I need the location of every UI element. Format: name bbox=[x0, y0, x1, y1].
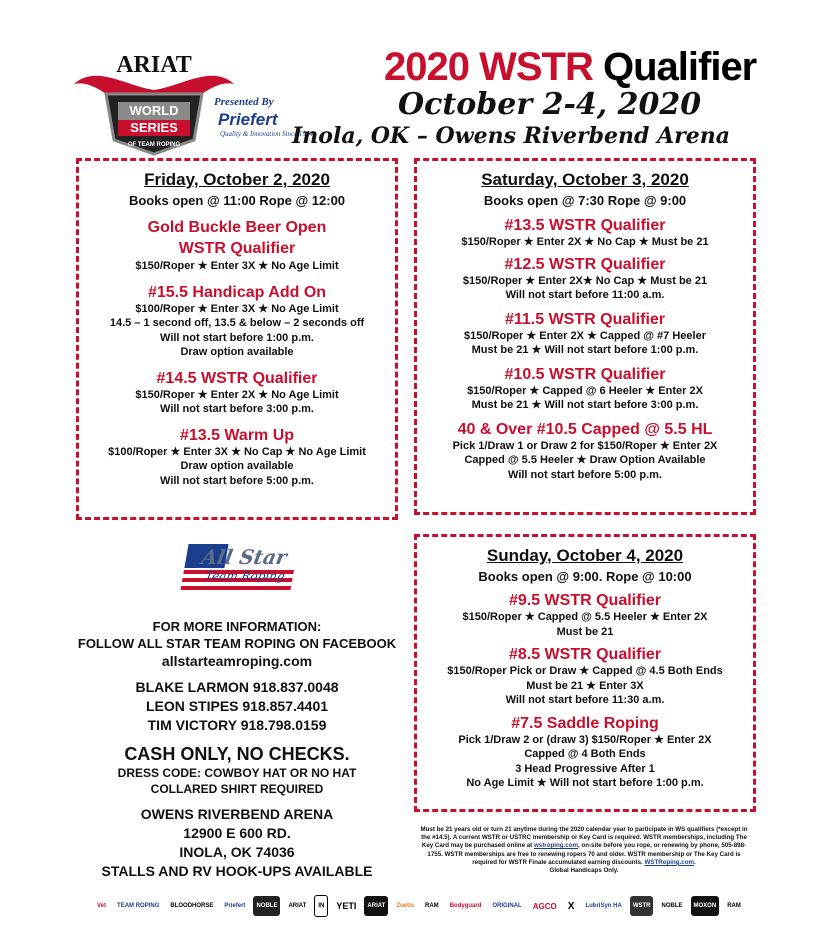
event-title: #11.5 WSTR Qualifier bbox=[504, 310, 666, 328]
event-title: #7.5 Saddle Roping bbox=[511, 714, 659, 732]
info-heading: FOR MORE INFORMATION: bbox=[152, 619, 322, 634]
event-detail: Capped @ 4 Both Ends bbox=[524, 748, 646, 760]
saturday-day: Saturday, October 3, 2020 bbox=[481, 170, 689, 189]
event-detail: Must be 21 bbox=[556, 625, 614, 638]
fine-print-text: . bbox=[694, 858, 696, 866]
event-detail: $150/Roper ★ Enter 2X ★ No Age Limit bbox=[135, 388, 339, 401]
sunday-day: Sunday, October 4, 2020 bbox=[486, 546, 684, 565]
fine-print-text: Global Handicaps Only. bbox=[549, 867, 619, 875]
allstar-line2: Team Roping bbox=[203, 569, 286, 583]
fine-print-text: Must be 21 years old or turn 21 anytime during the 2020 calendar year to participate in WS qualifiers (*except in the #14.5). A current WSTR or USTRC membership or Key Card is required. WSTR memberships, including The Key Card may be purchased online at bbox=[420, 826, 748, 850]
sponsor-logo: Vet bbox=[97, 903, 107, 909]
ariat-text: ARIAT bbox=[116, 52, 192, 78]
sponsor-logo: ARIAT bbox=[288, 903, 307, 909]
all-star-team-roping-logo bbox=[168, 536, 308, 608]
event-dates: October 2-4, 2020 bbox=[398, 87, 702, 122]
contact-line: TIM VICTORY 918.798.0159 bbox=[147, 717, 327, 733]
event-detail: Must be 21 ★ Will not start before 1:00 p.m. bbox=[471, 344, 699, 356]
event-venue: Inola, OK – Owens Riverbend Arena bbox=[292, 123, 730, 149]
event-title: #9.5 WSTR Qualifier bbox=[508, 592, 662, 609]
event-title: #14.5 WSTR Qualifier bbox=[156, 369, 318, 387]
sponsor-logo: WSTR bbox=[630, 896, 654, 916]
event-title: 40 & Over #10.5 Capped @ 5.5 HL bbox=[457, 420, 713, 438]
sponsor-logo: ORIGINAL bbox=[492, 903, 522, 909]
event-title: #13.5 WSTR Qualifier bbox=[504, 217, 666, 234]
sponsor-logo: IN bbox=[314, 895, 328, 917]
address-line: 12900 E 600 RD. bbox=[183, 825, 291, 841]
contact-line: LEON STIPES 918.857.4401 bbox=[145, 698, 329, 714]
sponsor-logo: Priefert bbox=[224, 903, 246, 909]
sponsor-logo: TEAM ROPING bbox=[117, 903, 160, 909]
address-line: INOLA, OK 74036 bbox=[179, 844, 295, 860]
event-detail: $150/Roper ★ Enter 3X ★ No Age Limit bbox=[135, 260, 339, 272]
sponsor-logo: X bbox=[567, 900, 575, 912]
event-detail: $100/Roper ★ Enter 3X ★ No Age Limit bbox=[135, 302, 339, 315]
event-detail: Will not start before 3:00 p.m. bbox=[160, 403, 314, 415]
dress-code: DRESS CODE: COWBOY HAT OR NO HAT bbox=[117, 766, 357, 780]
info-website: allstarteamroping.com bbox=[161, 653, 313, 669]
logo-series-text: SERIES bbox=[130, 120, 178, 135]
sponsor-logo: RAM bbox=[425, 903, 439, 909]
event-title: WSTR Qualifier bbox=[178, 240, 296, 257]
sponsor-logo: MOXON bbox=[691, 896, 720, 916]
contact-line: BLAKE LARMON 918.837.0048 bbox=[135, 679, 339, 695]
friday-day: Friday, October 2, 2020 bbox=[144, 170, 330, 189]
address-line: STALLS AND RV HOOK-UPS AVAILABLE bbox=[101, 863, 373, 879]
event-detail: $150/Roper ★ Capped @ 6 Heeler ★ Enter 2X bbox=[467, 384, 703, 397]
priefert-logo: Priefert bbox=[218, 110, 278, 129]
event-title: #12.5 WSTR Qualifier bbox=[504, 255, 666, 273]
sponsor-logo: ARIAT bbox=[364, 896, 388, 916]
sponsor-logo: NOBLE bbox=[253, 896, 280, 916]
event-detail: $100/Roper ★ Enter 3X ★ No Cap ★ No Age Limit bbox=[108, 445, 366, 458]
sponsor-strip bbox=[94, 893, 744, 919]
event-title: #10.5 WSTR Qualifier bbox=[504, 365, 666, 383]
sponsor-logo: LubriSyn HA bbox=[585, 903, 622, 909]
event-title: #8.5 WSTR Qualifier bbox=[508, 646, 662, 663]
event-detail: 3 Head Progressive After 1 bbox=[515, 762, 655, 775]
wstroping-link[interactable]: wstroping.com bbox=[533, 842, 578, 850]
sponsor-logo: Bodyguard bbox=[449, 903, 482, 909]
event-detail: Must be 21 ★ Enter 3X bbox=[526, 679, 644, 692]
event-detail: 14.5 – 1 second off, 13.5 & below – 2 seconds off bbox=[109, 317, 365, 329]
event-detail: Will not start before 5:00 p.m. bbox=[508, 468, 662, 481]
dress-code: COLLARED SHIRT REQUIRED bbox=[150, 782, 324, 796]
event-detail: $150/Roper Pick or Draw ★ Capped @ 4.5 Both Ends bbox=[447, 665, 723, 677]
sponsor-logo: RAM bbox=[727, 903, 741, 909]
event-detail: Pick 1/Draw 1 or Draw 2 for $150/Roper ★ Enter 2X bbox=[452, 439, 718, 452]
sponsor-logo: Zoetis bbox=[396, 903, 414, 909]
wstroping-link[interactable]: WSTRoping.com bbox=[644, 858, 694, 866]
event-detail: No Age Limit ★ Will not start before 1:00 p.m. bbox=[466, 777, 704, 789]
event-detail: Will not start before 11:30 a.m. bbox=[505, 694, 665, 706]
title-red: 2020 WSTR bbox=[384, 45, 593, 89]
priefert-tagline: Quality & Innovation Since 1964 bbox=[220, 130, 313, 138]
event-detail: Will not start before 11:00 a.m. bbox=[505, 289, 665, 301]
cash-only: CASH ONLY, NO CHECKS. bbox=[124, 744, 350, 764]
event-title: #13.5 Warm Up bbox=[179, 426, 295, 444]
event-detail: $150/Roper ★ Enter 2X ★ No Cap ★ Must be 21 bbox=[461, 236, 709, 248]
logo-world-text: WORLD bbox=[129, 103, 179, 118]
allstar-line1: All Star bbox=[199, 545, 289, 569]
title-black: Qualifier bbox=[602, 45, 757, 89]
address-line: OWENS RIVERBEND ARENA bbox=[140, 806, 334, 822]
event-detail: $150/Roper ★ Capped @ 5.5 Heeler ★ Enter 2X bbox=[462, 611, 708, 623]
friday-books: Books open @ 11:00 Rope @ 12:00 bbox=[128, 193, 346, 208]
fine-print-text: , on-site before you rope, or renewing by phone, 505-898-1755. WSTR memberships are free to renewing ropers 70 and older. WSTR membership or The Key Card is required for WSTR Finale accumulated earning discounts. bbox=[427, 842, 747, 866]
saturday-section bbox=[418, 170, 752, 482]
event-title: #15.5 Handicap Add On bbox=[147, 283, 327, 301]
fine-print bbox=[420, 826, 748, 875]
friday-section bbox=[80, 170, 394, 488]
event-detail: Will not start before 5:00 p.m. bbox=[160, 474, 314, 487]
event-detail: Must be 21 ★ Will not start before 3:00 p.m. bbox=[471, 399, 699, 411]
sunday-books: Books open @ 9:00. Rope @ 10:00 bbox=[478, 569, 692, 584]
logo-team-roping-text: OF TEAM ROPING bbox=[127, 142, 181, 148]
sponsor-logo: BLOODHORSE bbox=[170, 903, 214, 909]
info-facebook: FOLLOW ALL STAR TEAM ROPING ON FACEBOOK bbox=[77, 636, 397, 651]
sunday-section bbox=[418, 546, 752, 791]
event-detail: Draw option available bbox=[180, 460, 294, 472]
event-title bbox=[384, 44, 756, 90]
event-detail: Capped @ 5.5 Heeler ★ Draw Option Available bbox=[464, 454, 706, 466]
event-detail: $150/Roper ★ Enter 2X★ No Cap ★ Must be 21 bbox=[462, 274, 708, 287]
info-section bbox=[76, 618, 398, 881]
presented-by: Presented By bbox=[214, 96, 274, 108]
sponsor-logo: YETI bbox=[336, 901, 357, 911]
event-detail: Pick 1/Draw 2 or (draw 3) $150/Roper ★ Enter 2X bbox=[458, 733, 712, 746]
saturday-books: Books open @ 7:30 Rope @ 9:00 bbox=[483, 193, 687, 208]
event-detail: Will not start before 1:00 p.m. bbox=[160, 331, 314, 344]
sponsor-logo: NOBLE bbox=[661, 903, 683, 909]
sponsor-logo: AGCO bbox=[532, 901, 557, 911]
event-detail: $150/Roper ★ Enter 2X ★ Capped @ #7 Heeler bbox=[464, 329, 706, 342]
event-detail: Draw option available bbox=[180, 346, 294, 358]
event-title: Gold Buckle Beer Open bbox=[147, 219, 327, 236]
